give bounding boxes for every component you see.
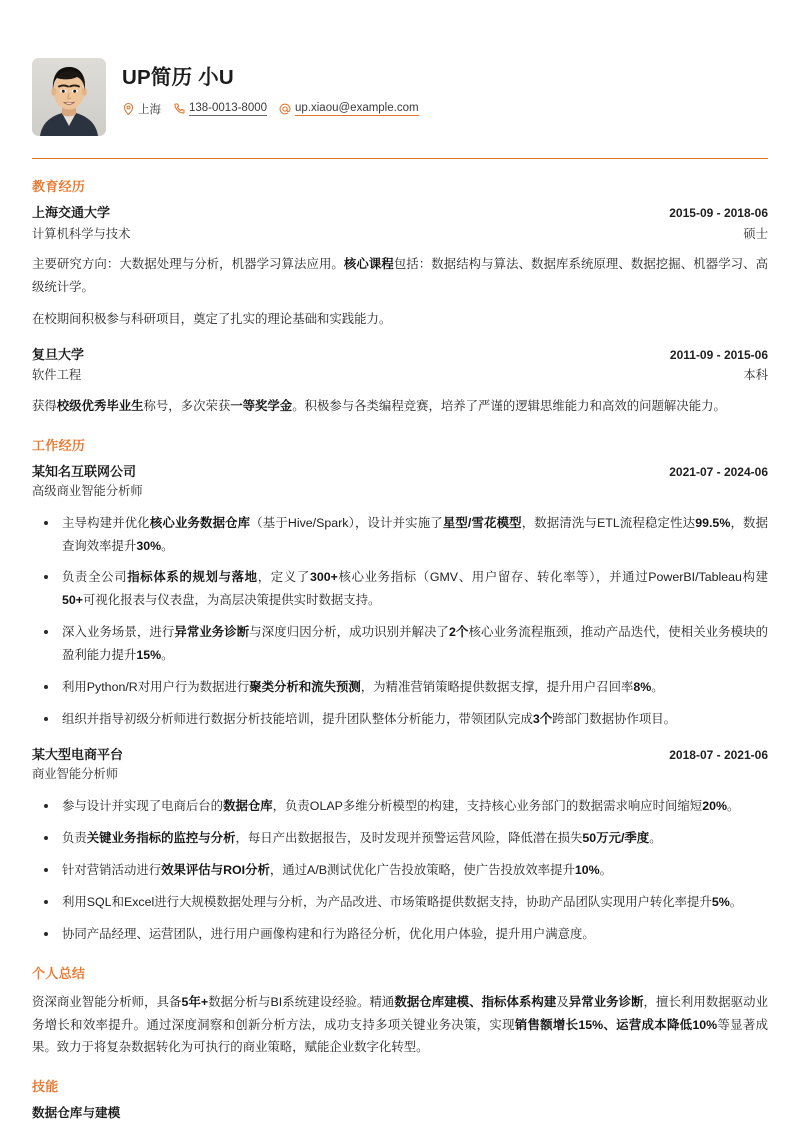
profile-name: UP简历 小U (122, 66, 234, 89)
work-entry (32, 745, 768, 946)
skill-group (32, 1103, 768, 1123)
contact-location (122, 101, 161, 117)
section-skills (32, 1076, 768, 1123)
education-major: 计算机科学与技术 (32, 226, 131, 241)
work-company: 某大型电商平台 (32, 747, 124, 763)
work-bullet: 主导构建并优化核心业务数据仓库（基于Hive/Spark），设计并实施了星型/雪花模型，数据清洗与ETL流程稳定性达99.5%，数据查询效率提升30%。 (32, 512, 768, 558)
work-entry-header (32, 462, 768, 482)
work-entry-subheader (32, 765, 768, 785)
education-entry-header (32, 203, 768, 223)
education-description: 获得校级优秀毕业生称号，多次荣获一等奖学金。积极参与各类编程竞赛，培养了严谨的逻辑思维能力和高效的问题解决能力。 (32, 398, 726, 413)
work-bullet: 参与设计并实现了电商后台的数据仓库，负责OLAP多维分析模型的构建，支持核心业务部门的数据需求响应时间缩短20%。 (32, 795, 768, 818)
section-title-education: 教育经历 (32, 179, 86, 195)
contact-email[interactable] (279, 102, 419, 116)
section-summary (32, 963, 768, 1060)
education-school: 复旦大学 (32, 347, 85, 363)
education-school: 上海交通大学 (32, 205, 111, 221)
phone-icon (173, 103, 185, 115)
location-pin-icon (122, 103, 134, 115)
education-degree: 本科 (743, 368, 768, 383)
section-education (32, 176, 768, 417)
work-date: 2021-07 - 2024-06 (669, 464, 768, 479)
work-bullet: 深入业务场景，进行异常业务诊断与深度归因分析，成功识别并解决了2个核心业务流程瓶颈，推动产品迭代，使相关业务模块的盈利能力提升15%。 (32, 621, 768, 667)
education-date: 2011-09 - 2015-06 (669, 348, 768, 363)
contact-email-label[interactable]: up.xiaou@example.com (295, 101, 419, 114)
section-work (32, 435, 768, 946)
contact-phone-label[interactable]: 138-0013-8000 (189, 101, 268, 114)
work-title: 商业智能分析师 (32, 767, 119, 782)
work-bullet: 组织并指导初级分析师进行数据分析技能培训，提升团队整体分析能力，带领团队完成3个跨部门数据协作项目。 (32, 708, 768, 731)
skill-group-name: 数据仓库与建模 (32, 1106, 121, 1121)
work-bullet: 协同产品经理、运营团队，进行用户画像构建和行为路径分析，优化用户体验，提升用户满意度。 (32, 923, 768, 946)
work-title: 高级商业智能分析师 (32, 483, 143, 498)
avatar (32, 58, 106, 136)
profile-header (32, 58, 768, 136)
work-bullets (32, 512, 768, 732)
education-major: 软件工程 (32, 368, 82, 383)
section-title-skills: 技能 (32, 1079, 59, 1095)
education-entry-subheader (32, 224, 768, 245)
section-title-work: 工作经历 (32, 437, 86, 453)
work-bullet: 负责关键业务指标的监控与分析，每日产出数据报告，及时发现并预警运营风险，降低潜在损失50万元/季度。 (32, 827, 768, 850)
work-bullet: 针对营销活动进行效果评估与ROI分析，通过A/B测试优化广告投放策略，使广告投放效率提升10%。 (32, 859, 768, 882)
work-date: 2018-07 - 2021-06 (669, 748, 768, 763)
education-date: 2015-09 - 2018-06 (669, 206, 768, 221)
work-bullet: 利用SQL和Excel进行大规模数据处理与分析，为产品改进、市场策略提供数据支持，协助产品团队实现用户转化率提升5%。 (32, 891, 768, 914)
summary-paragraph: 资深商业智能分析师，具备5年+数据分析与BI系统建设经验。精通数据仓库建模、指标体系构建及异常业务诊断，擅长利用数据驱动业务增长和效率提升。通过深度洞察和创新分析方法，成功支持多项关键业务决策，实现销售额增长15%、运营成本降低10%等显著成果。致力于将复杂数据转化为可执行的商业策略，赋能企业数字化转型。 (32, 994, 769, 1055)
education-entry (32, 345, 768, 418)
education-entry (32, 203, 768, 331)
education-entry-header (32, 345, 768, 365)
education-description: 主要研究方向：大数据处理与分析，机器学习算法应用。核心课程包括：数据结构与算法、数据库系统原理、数据挖掘、机器学习、高级统计学。 (32, 257, 769, 295)
contact-location-label: 上海 (138, 103, 161, 116)
work-entry-header (32, 745, 768, 765)
at-icon (279, 103, 291, 115)
contact-row (122, 101, 768, 117)
work-bullet: 负责全公司指标体系的规划与落地，定义了300+核心业务指标（GMV、用户留存、转化率等），并通过PowerBI/Tableau构建50+可视化报表与仪表盘，为高层决策提供实时数据支持。 (32, 566, 768, 612)
contact-phone[interactable] (173, 102, 267, 116)
section-title-summary: 个人总结 (32, 965, 86, 981)
profile-text (122, 58, 768, 117)
education-description: 在校期间积极参与科研项目，奠定了扎实的理论基础和实践能力。 (32, 312, 392, 327)
work-bullet: 利用Python/R对用户行为数据进行聚类分析和流失预测，为精准营销策略提供数据支撑，提升用户召回率8%。 (32, 676, 768, 699)
work-entry (32, 462, 768, 731)
education-entry-subheader (32, 365, 768, 386)
education-degree: 硕士 (743, 226, 768, 241)
work-bullets (32, 795, 768, 946)
work-company: 某知名互联网公司 (32, 463, 137, 479)
header-divider (32, 158, 768, 159)
work-entry-subheader (32, 482, 768, 502)
